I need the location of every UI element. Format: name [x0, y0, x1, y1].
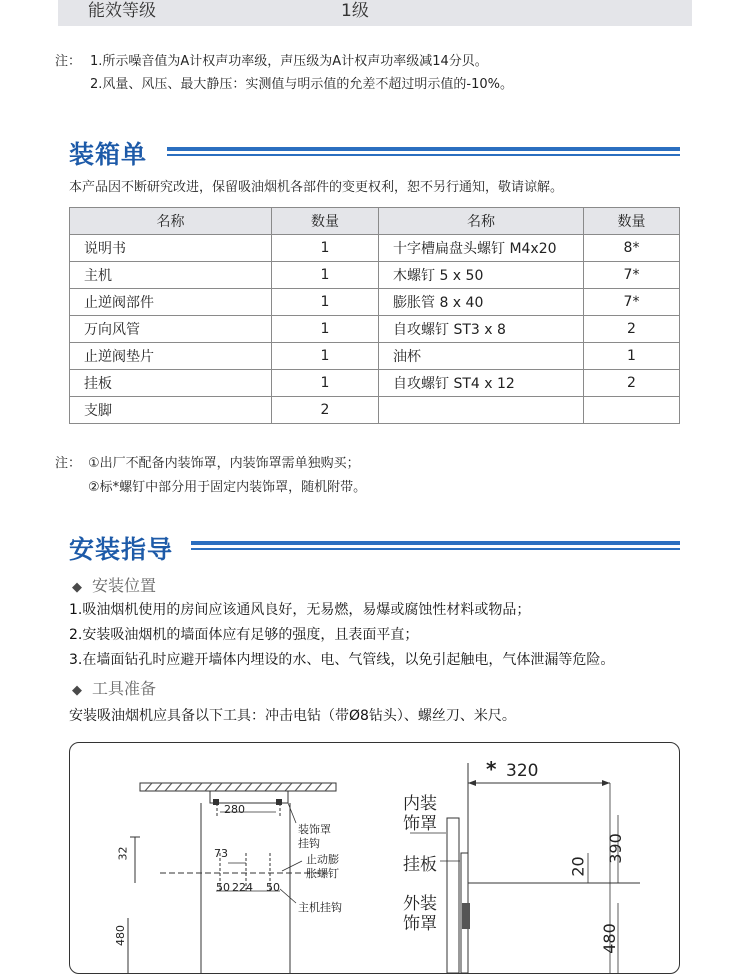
cell-name: 支脚 [70, 397, 272, 424]
dim-224: 224 [232, 881, 253, 894]
tools-heading-text: 工具准备 [92, 679, 157, 698]
cell-name: 万向风管 [70, 316, 272, 343]
label-anchor-2: 胀螺钉 [306, 867, 339, 880]
cell-qty: 1 [272, 235, 379, 262]
dim-480-left: 480 [114, 925, 127, 946]
dim-480-right: 480 [599, 923, 619, 954]
install-rule [191, 541, 680, 545]
label-inner-cover-1: 内装 [403, 794, 437, 814]
table-row [70, 289, 680, 316]
position-subheading [72, 573, 156, 596]
packing-title: 装箱单 [69, 140, 148, 169]
cell-name: 说明书 [70, 235, 272, 262]
packing-rule [167, 147, 680, 151]
label-outer-cover-2: 饰罩 [403, 914, 437, 934]
cell-name: 膨胀管 8 x 40 [379, 289, 584, 316]
cell-name: 十字槽扁盘头螺钉 M4x20 [379, 235, 584, 262]
install-item-1: 1.吸油烟机使用的房间应该通风良好，无易燃，易爆或腐蚀性材料或物品； [69, 602, 531, 618]
cell-qty: 1 [272, 316, 379, 343]
notes-prefix: 注： [55, 54, 82, 69]
dim-280: 280 [224, 803, 245, 816]
table-row [70, 235, 680, 262]
position-heading-text: 安装位置 [92, 576, 157, 595]
cell-name: 油杯 [379, 343, 584, 370]
dim-50-b: 50 [266, 881, 280, 894]
dim-20: 20 [568, 856, 588, 877]
label-cover-hook-1: 装饰罩 [298, 823, 331, 836]
cell-qty: 7* [584, 289, 680, 316]
diamond-icon: ◆ [72, 683, 82, 698]
spec-value: 1级 [341, 1, 369, 21]
cell-name: 止逆阀部件 [70, 289, 272, 316]
cell-name: 自攻螺钉 ST3 x 8 [379, 316, 584, 343]
install-diagram [69, 742, 680, 974]
col-header-name-1: 名称 [70, 208, 272, 235]
cell-qty [584, 397, 680, 424]
cell-name: 挂板 [70, 370, 272, 397]
cell-qty: 1 [272, 370, 379, 397]
dim-320: 320 [506, 761, 539, 781]
cell-qty: 2 [584, 316, 680, 343]
packing-rule-thin [167, 154, 680, 156]
table-row [70, 343, 680, 370]
cell-name: 主机 [70, 262, 272, 289]
spec-label: 能效等级 [88, 1, 156, 21]
label-anchor-1: 止动膨 [306, 853, 339, 866]
packing-note-2: ②标*螺钉中部分用于固定内装饰罩，随机附带。 [88, 480, 367, 495]
cell-qty: 7* [584, 262, 680, 289]
label-main-hook: 主机挂钩 [298, 901, 342, 914]
label-inner-cover-2: 饰罩 [403, 814, 437, 834]
table-row [70, 316, 680, 343]
packing-note-1: ①出厂不配备内装饰罩，内装饰罩需单独购买； [88, 456, 360, 471]
cell-qty: 1 [272, 262, 379, 289]
install-rule-thin [191, 548, 680, 550]
cell-name: 止逆阀垫片 [70, 343, 272, 370]
label-cover-hook-2: 挂钩 [298, 837, 320, 850]
packing-intro: 本产品因不断研究改进，保留吸油烟机各部件的变更权利，恕不另行通知，敬请谅解。 [69, 180, 564, 195]
cell-qty: 2 [272, 397, 379, 424]
packing-table [69, 207, 680, 424]
packing-note-prefix: 注： [55, 456, 82, 471]
cell-qty: 8* [584, 235, 680, 262]
label-hanging-plate: 挂板 [403, 855, 437, 875]
diamond-icon: ◆ [72, 580, 82, 595]
install-title: 安装指导 [69, 535, 174, 564]
table-row [70, 262, 680, 289]
cell-name [379, 397, 584, 424]
spec-row [58, 0, 692, 26]
cell-qty: 2 [584, 370, 680, 397]
install-item-3: 3.在墙面钻孔时应避开墙体内埋设的水、电、气管线，以免引起触电，气体泄漏等危险。 [69, 652, 615, 668]
dim-50-a: 50 [216, 881, 230, 894]
label-outer-cover-1: 外装 [403, 894, 437, 914]
dim-32: 32 [116, 846, 130, 861]
dim-390: 390 [605, 833, 625, 864]
table-row [70, 397, 680, 424]
table-row [70, 370, 680, 397]
cell-name: 自攻螺钉 ST4 x 12 [379, 370, 584, 397]
cell-name: 木螺钉 5 x 50 [379, 262, 584, 289]
note-line-2: 2.风量、风压、最大静压：实测值与明示值的允差不超过明示值的-10%。 [90, 77, 513, 92]
star-mark: * [486, 757, 497, 781]
tools-text: 安装吸油烟机应具备以下工具：冲击电钻（带Ø8钻头）、螺丝刀、米尺。 [69, 708, 516, 724]
cell-qty: 1 [584, 343, 680, 370]
cell-qty: 1 [272, 343, 379, 370]
dim-73: 73 [214, 847, 228, 860]
cell-qty: 1 [272, 289, 379, 316]
col-header-qty-2: 数量 [584, 208, 680, 235]
install-item-2: 2.安装吸油烟机的墙面体应有足够的强度，且表面平直； [69, 627, 419, 643]
col-header-name-2: 名称 [379, 208, 584, 235]
col-header-qty-1: 数量 [272, 208, 379, 235]
table-header-row [70, 208, 680, 235]
note-line-1: 1.所示噪音值为A计权声功率级，声压级为A计权声功率级减14分贝。 [90, 54, 488, 69]
tools-subheading [72, 676, 156, 699]
